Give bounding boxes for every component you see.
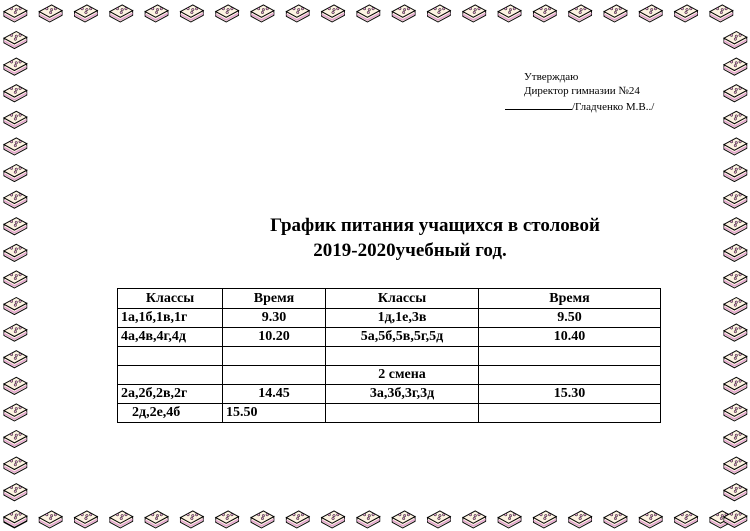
cake-slice-icon [4,218,27,235]
cake-slice-icon [286,5,309,22]
table-cell [326,347,479,366]
cake-slice-icon [463,5,486,22]
table-cell: 3а,3б,3г,3д [326,385,479,404]
header-classes: Классы [326,289,479,309]
table-cell: 9.30 [223,309,326,328]
cake-slice-icon [357,5,380,22]
cake-slice-icon [724,111,747,128]
cake-slice-icon [604,5,627,22]
cake-slice-icon [4,111,27,128]
page-title: График питания учащихся в столовой [270,215,600,236]
cake-slice-icon [4,484,27,501]
shift-2-label: 2 смена [326,366,479,385]
cake-slice-icon [357,511,380,528]
cake-slice-icon [604,511,627,528]
cake-slice-icon [724,298,747,315]
cake-slice-icon [4,85,27,102]
page-subtitle-year: 2019-2020учебный год. [313,240,507,261]
table-cell [223,347,326,366]
cake-slice-icon [4,510,27,527]
table-cell [223,366,326,385]
table-cell: 10.40 [479,328,661,347]
table-row [118,366,661,385]
table-row [118,309,661,328]
director-name: /Гладченко М.В../ [572,101,655,113]
cake-slice-icon [724,58,747,75]
table-cell: 2д,2е,4б [118,404,223,423]
cake-slice-icon [428,5,451,22]
cake-slice-icon [4,58,27,75]
cake-slice-icon [4,298,27,315]
table-row [118,347,661,366]
cake-slice-icon [724,138,747,155]
header-time: Время [479,289,661,309]
cake-slice-icon [724,271,747,288]
cake-slice-icon [4,431,27,448]
cake-slice-icon [463,511,486,528]
cake-slice-icon [533,511,556,528]
cake-slice-icon [498,511,521,528]
cake-slice-icon [724,510,747,527]
table-cell [118,347,223,366]
cake-slice-icon [4,377,27,394]
cake-slice-icon [392,5,415,22]
cake-slice-icon [533,5,556,22]
cake-slice-icon [498,5,521,22]
cake-slice-icon [569,5,592,22]
cake-slice-icon [322,511,345,528]
table-cell: 15.30 [479,385,661,404]
cake-slice-icon [39,5,62,22]
cake-slice-icon [724,85,747,102]
cake-slice-icon [180,511,203,528]
cake-slice-icon [724,484,747,501]
cake-slice-icon [724,165,747,182]
table-row [118,385,661,404]
table-row [118,404,661,423]
cake-slice-icon [428,511,451,528]
table-cell: 14.45 [223,385,326,404]
cake-slice-icon [4,324,27,341]
table-cell: 1а,1б,1в,1г [118,309,223,328]
cake-slice-icon [4,457,27,474]
cake-slice-icon [4,165,27,182]
cake-slice-icon [4,191,27,208]
cake-slice-icon [4,32,27,49]
cake-slice-icon [110,5,133,22]
signature-line [505,98,705,114]
cake-slice-icon [251,5,274,22]
table-cell: 15.50 [223,404,326,423]
cake-slice-icon [286,511,309,528]
cake-slice-icon [724,218,747,235]
table-cell: 1д,1е,3в [326,309,479,328]
cake-slice-icon [4,5,27,22]
cake-slice-icon [724,431,747,448]
header-time: Время [223,289,326,309]
cake-slice-icon [710,5,733,22]
cake-slice-icon [251,511,274,528]
table-cell [326,404,479,423]
approval-label: Утверждаю [524,71,579,83]
cake-slice-icon [724,324,747,341]
cake-slice-icon [216,511,239,528]
cake-slice-icon [724,404,747,421]
cake-slice-icon [4,351,27,368]
cake-slice-icon [39,511,62,528]
cake-slice-icon [322,5,345,22]
cake-slice-icon [724,244,747,261]
cake-slice-icon [639,5,662,22]
cake-slice-icon [75,5,98,22]
cake-slice-icon [724,377,747,394]
table-cell: 9.50 [479,309,661,328]
cake-slice-icon [216,5,239,22]
cake-slice-icon [180,5,203,22]
approval-block [505,70,705,114]
cake-slice-icon [110,511,133,528]
cake-slice-icon [724,191,747,208]
table-cell: 10.20 [223,328,326,347]
cake-slice-icon [4,404,27,421]
table-cell [479,347,661,366]
cake-slice-icon [724,351,747,368]
table-cell: 2а,2б,2в,2г [118,385,223,404]
lunch-schedule-table [117,288,661,423]
cake-slice-icon [675,511,698,528]
director-title: Директор гимназии №24 [524,85,640,97]
header-classes: Классы [118,289,223,309]
cake-slice-icon [145,511,168,528]
cake-slice-icon [724,457,747,474]
cake-slice-icon [145,5,168,22]
table-cell: 4а,4в,4г,4д [118,328,223,347]
cake-slice-icon [392,511,415,528]
table-row [118,328,661,347]
table-header-row [118,289,661,309]
cake-slice-icon [4,271,27,288]
cake-slice-icon [724,32,747,49]
table-cell [118,366,223,385]
cake-slice-icon [4,138,27,155]
table-cell: 5а,5б,5в,5г,5д [326,328,479,347]
cake-slice-icon [75,511,98,528]
cake-slice-icon [569,511,592,528]
cake-slice-icon [675,5,698,22]
signature-blank [505,98,572,110]
cake-slice-icon [4,244,27,261]
cake-slice-icon [639,511,662,528]
table-cell [479,404,661,423]
table-cell [479,366,661,385]
